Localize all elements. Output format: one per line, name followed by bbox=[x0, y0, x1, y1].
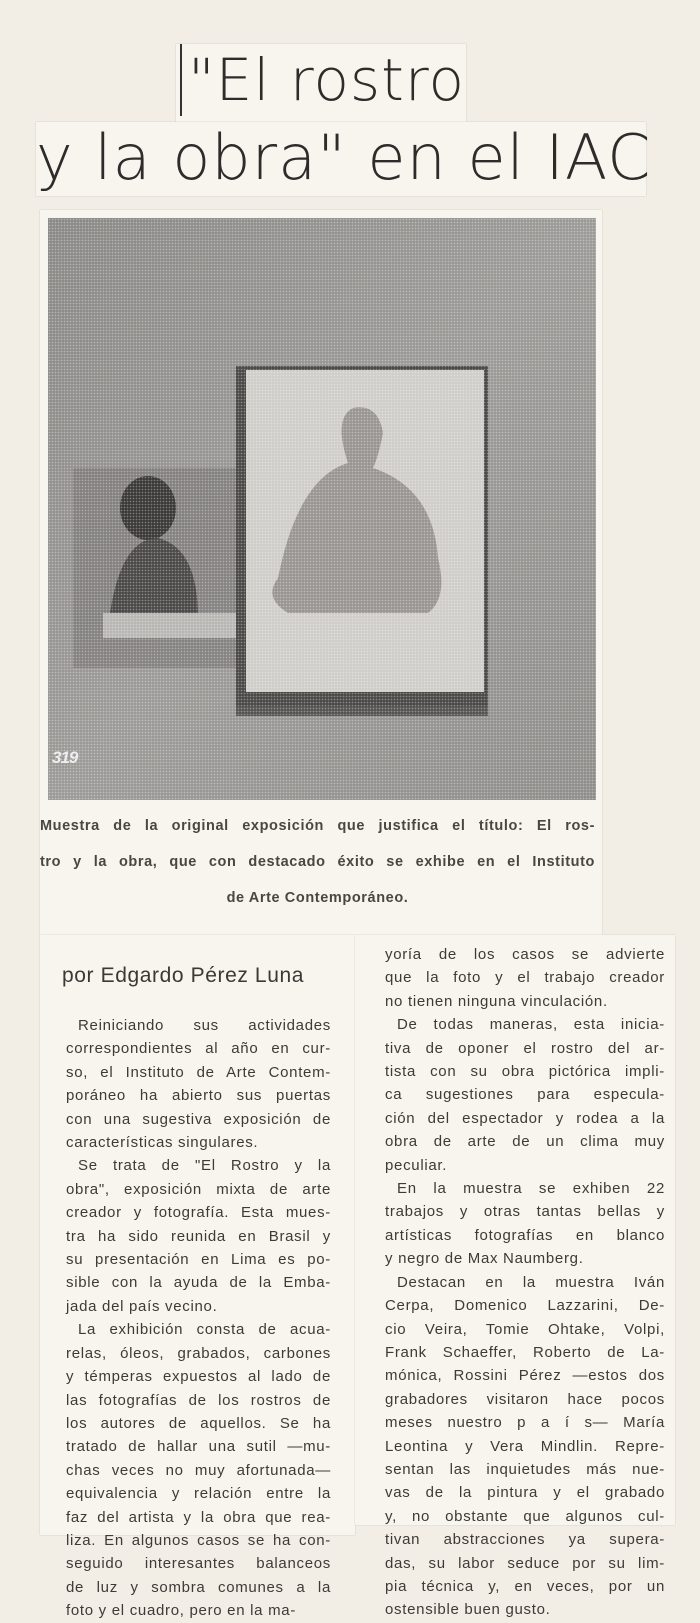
article-line: ca sugestiones para especula- bbox=[385, 1086, 665, 1104]
article-line: correspondientes al año en cur- bbox=[66, 1040, 331, 1058]
article-line: características singulares. bbox=[66, 1134, 259, 1152]
headline-line-1: "El rostro bbox=[180, 44, 465, 116]
article-line: de luz y sombra comunes a la bbox=[66, 1578, 331, 1596]
photo-caption bbox=[40, 808, 595, 916]
article-line: que la foto y el trabajo creador bbox=[385, 969, 665, 987]
article-column-right bbox=[385, 943, 665, 1622]
article-line: En la muestra se exhiben 22 bbox=[397, 1180, 665, 1198]
article-line: tratado de hallar una sutil —mu- bbox=[66, 1438, 331, 1456]
article-line: con una sugestiva exposición de bbox=[66, 1110, 331, 1128]
article-line: Leontina y Vera Mindlin. Repre- bbox=[385, 1437, 665, 1455]
article-line: relas, óleos, grabados, carbones bbox=[66, 1344, 331, 1362]
article-line: cio Veira, Tomie Ohtake, Volpi, bbox=[385, 1320, 665, 1338]
article-line: equivalencia y relación entre la bbox=[66, 1485, 331, 1503]
article-line: meses nuestro p a í s— María bbox=[385, 1414, 665, 1432]
article-line: las fotografías de los rostros de bbox=[66, 1391, 331, 1409]
article-line: Frank Schaeffer, Roberto de La- bbox=[385, 1343, 665, 1361]
article-line: Cerpa, Domenico Lazzarini, De- bbox=[385, 1297, 665, 1315]
article-line: chas veces no muy afortunada— bbox=[66, 1461, 331, 1479]
article-line: ción del espectador y rodea a la bbox=[385, 1109, 665, 1127]
article-line: y, no obstante que algunos cul- bbox=[385, 1507, 665, 1525]
article-line: Destacan en la muestra Iván bbox=[397, 1273, 665, 1291]
article-line: seguido interesantes balanceos bbox=[66, 1555, 331, 1573]
article-line: Reiniciando sus actividades bbox=[78, 1017, 331, 1034]
article-line: tista con su obra pictórica impli- bbox=[385, 1063, 665, 1081]
caption-line: de Arte Contemporáneo. bbox=[226, 890, 409, 906]
article-line: artísticas fotografías en blanco bbox=[385, 1226, 665, 1244]
article-line: obra de arte de un clima muy bbox=[385, 1133, 665, 1151]
photo-number: 319 bbox=[52, 748, 78, 767]
article-line: De todas maneras, esta inicia- bbox=[397, 1016, 665, 1034]
caption-line: tro y la obra, que con destacado éxito se exhibe en el Instituto bbox=[40, 854, 595, 870]
article-line: sentan las inquietudes más nue- bbox=[385, 1460, 665, 1478]
article-line: vas de la pintura y el grabado bbox=[385, 1484, 665, 1502]
caption-line: Muestra de la original exposición que justifica el título: El ros- bbox=[40, 818, 595, 834]
article-line: yoría de los casos se advierte bbox=[385, 946, 665, 963]
article-line: peculiar. bbox=[385, 1156, 448, 1174]
article-line: los autores de aquellos. Se ha bbox=[66, 1414, 331, 1432]
article-line: y témperas expuestos al lado de bbox=[66, 1368, 331, 1386]
article-line: sible con la ayuda de la Emba- bbox=[66, 1274, 331, 1292]
article-line: ostensible buen gusto. bbox=[385, 1601, 551, 1619]
article-line: poráneo ha abierto sus puertas bbox=[66, 1087, 331, 1105]
article-line: jada del país vecino. bbox=[66, 1297, 218, 1315]
article-line: mónica, Rossini Pérez —estos dos bbox=[385, 1367, 665, 1385]
article-line: trabajos y otras tantas bellas y bbox=[385, 1203, 665, 1221]
article-line: tivan abstracciones ya supera- bbox=[385, 1531, 665, 1549]
article-column-left bbox=[66, 1014, 331, 1623]
article-line: das, su labor seduce por su lim- bbox=[385, 1554, 665, 1572]
article-line: foto y el cuadro, pero en la ma- bbox=[66, 1602, 297, 1620]
article-line: so, el Instituto de Arte Contem- bbox=[66, 1063, 331, 1081]
article-line: no tienen ninguna vinculación. bbox=[385, 992, 608, 1010]
article-line: tra ha sido reunida en Brasil y bbox=[66, 1227, 331, 1245]
article-line: tiva de oponer el rostro del ar- bbox=[385, 1039, 665, 1057]
article-line: faz del artista y la obra que rea- bbox=[66, 1508, 331, 1526]
article-line: su presentación en Lima es po- bbox=[66, 1251, 331, 1269]
article-line: creador y fotografía. Esta mues- bbox=[66, 1204, 331, 1222]
article-line: Se trata de "El Rostro y la bbox=[78, 1157, 331, 1175]
article-line: La exhibición consta de acua- bbox=[78, 1321, 331, 1339]
article-line: grabadores visitaron hace pocos bbox=[385, 1390, 665, 1408]
article-line: y negro de Max Naumberg. bbox=[385, 1250, 584, 1268]
exhibition-photo bbox=[48, 218, 596, 800]
article-line: liza. En algunos casos se ha con- bbox=[66, 1531, 331, 1549]
byline: por Edgardo Pérez Luna bbox=[62, 964, 305, 987]
article-line: pia técnica y, en veces, por un bbox=[385, 1577, 665, 1595]
headline-line-2: y la obra" en el IAC bbox=[36, 121, 652, 194]
article-line: obra", exposición mixta de arte bbox=[66, 1180, 331, 1198]
